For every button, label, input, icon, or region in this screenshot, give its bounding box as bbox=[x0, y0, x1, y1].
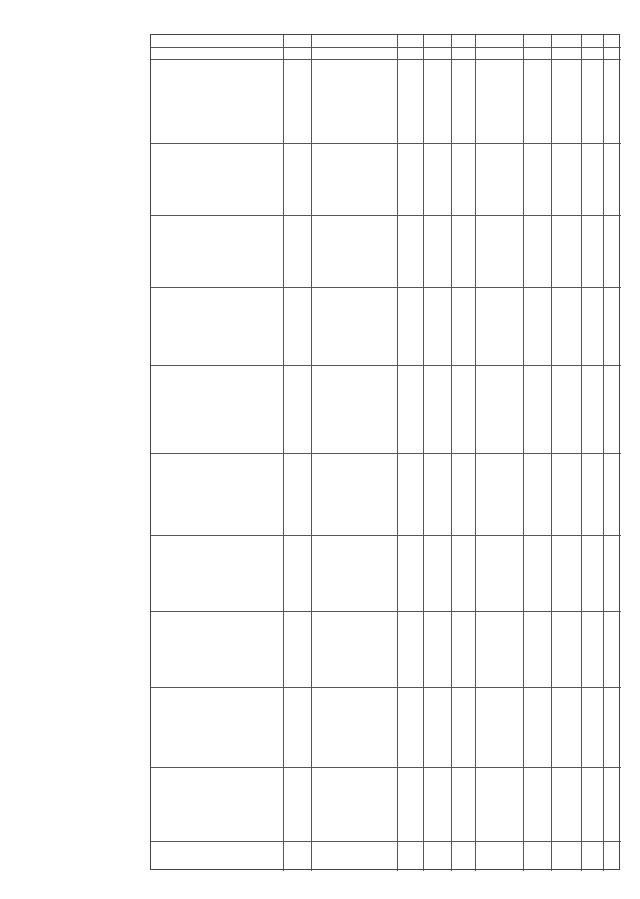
document-header bbox=[96, 28, 132, 828]
table-rule bbox=[311, 35, 312, 871]
table-rule bbox=[581, 35, 582, 871]
table-rule bbox=[283, 35, 284, 871]
table bbox=[150, 34, 620, 870]
table-rule bbox=[397, 35, 398, 871]
table-rule bbox=[475, 35, 476, 871]
table-rule bbox=[551, 35, 552, 871]
table-rule bbox=[451, 35, 452, 871]
table-rule bbox=[423, 35, 424, 871]
table-rule bbox=[603, 35, 604, 871]
table-rule bbox=[523, 35, 524, 871]
